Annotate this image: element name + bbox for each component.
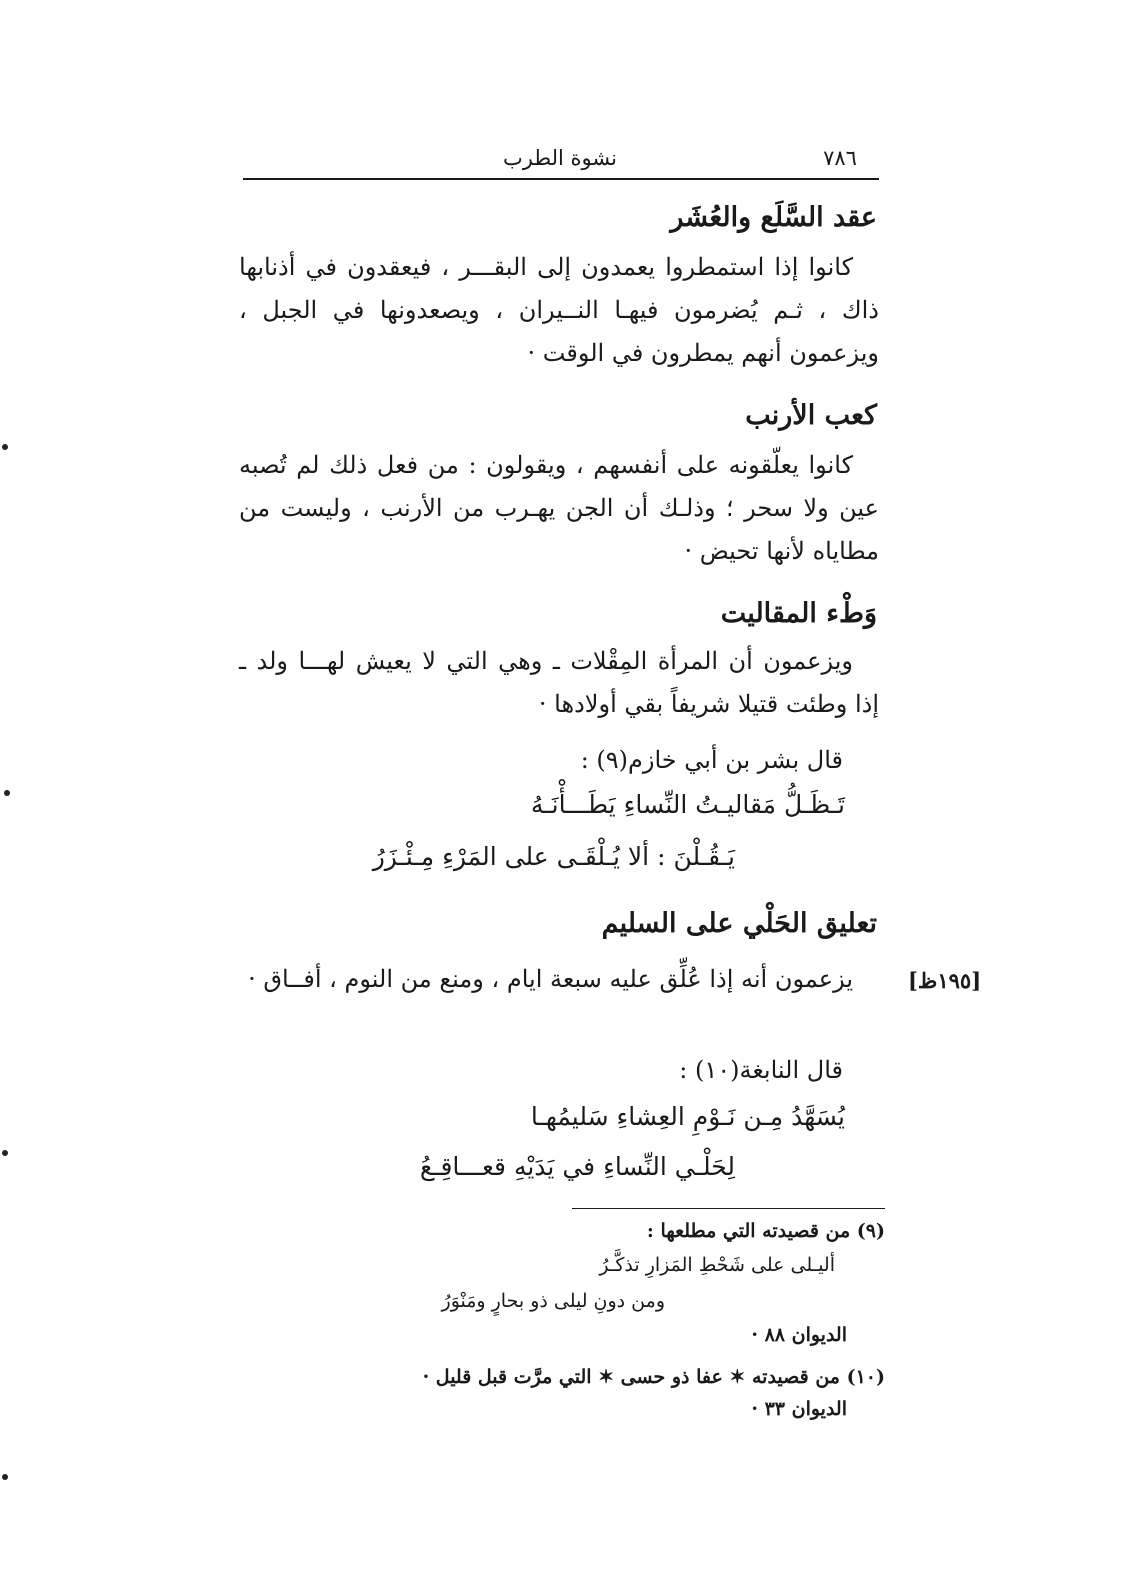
- footnote-9-verse-1: أليـلى على شَحْطِ المَزارِ تذكَّـرُ: [599, 1254, 835, 1276]
- section-heading-2: كعب الأرنب: [745, 400, 877, 431]
- section-heading-1: عقد السَّلَع والعُشَر: [670, 202, 877, 233]
- section-text-3-body: ويزعمون أن المرأة المِقْلات ـ وهي التي لا يعيش لهـــا ولد ـ إذا وطئت قتيلا شريفاً بقي أولادها ·: [239, 647, 879, 718]
- section-text-2-body: كانوا يعلّقونه على أنفسهم ، ويقولون : من فعل ذلك لم تُصبه عين ولا سحر ؛ وذلـك أن الجن يهـرب من الأرنب ، وليست من مطاياه لأنها تحيض ·: [239, 451, 879, 565]
- verse-intro-nabigha: قال النابغة(١٠) :: [679, 1056, 843, 1084]
- footnote-9-intro: (٩) من قصيدته التي مطلعها :: [646, 1220, 885, 1242]
- scan-speck: [2, 1150, 8, 1156]
- running-title: نشوة الطرب: [503, 146, 617, 170]
- section-heading-3: وَطْء المقاليت: [720, 598, 877, 629]
- section-heading-4: تعليق الحَلْي على السليم: [601, 908, 877, 939]
- section-text-1-body: كانوا إذا استمطروا يعمدون إلى البقـــر ، فيعقدون في أذنابها ذاك ، ثـم يُضرمون فيهـا النــيران ، ويصعدونها في الجبل ، ويزعمون أنهم يمطرون في الوقت ·: [239, 253, 879, 367]
- verse-line-4: لِحَلْـي النِّساءِ في يَدَيْهِ قعـــاقِـعُ: [419, 1152, 735, 1181]
- footnote-10: (١٠) من قصيدته ✶ عفا ذو حسى ✶ التي مرَّت قبل قليل ·: [422, 1366, 885, 1388]
- section-text-1: [239, 246, 879, 375]
- section-text-4-body: يزعمون أنه إذا عُلِّق عليه سبعة ايام ، ومنع من النوم ، أفــاق ·: [248, 965, 853, 993]
- verse-line-3: يُسَهَّدُ مِـن نَـوْمِ العِشاءِ سَليمُهـا: [530, 1102, 845, 1131]
- page-number: ٧٨٦: [823, 146, 857, 170]
- scan-speck: [4, 790, 10, 796]
- section-text-3: [239, 640, 879, 726]
- footnote-9-source: الديوان ٨٨ ·: [751, 1324, 847, 1346]
- scan-speck: [2, 1474, 8, 1480]
- section-text-4: [239, 958, 879, 1001]
- verse-line-1: تَـظَـلُّ مَقاليـتُ النِّساءِ يَطَـــأْنَـهُ: [530, 790, 845, 819]
- scan-speck: [2, 444, 8, 450]
- section-text-2: [239, 444, 879, 573]
- footnote-9-verse-2: ومن دونِ ليلى ذو بحارٍ ومَنْوَرُ: [441, 1290, 665, 1312]
- verse-line-2: يَـقُـلْنَ : ألا يُـلْقَـى على المَرْءِ مِـئْـزَرُ: [372, 842, 735, 871]
- footnote-rule: [572, 1208, 885, 1209]
- manuscript-folio-note: [١٩٥ظ]: [908, 968, 982, 993]
- verse-intro-bishr: قال بشر بن أبي خازم(٩) :: [580, 746, 843, 774]
- footnote-10-source: الديوان ٣٣ ·: [751, 1398, 847, 1420]
- header-rule: [243, 178, 879, 180]
